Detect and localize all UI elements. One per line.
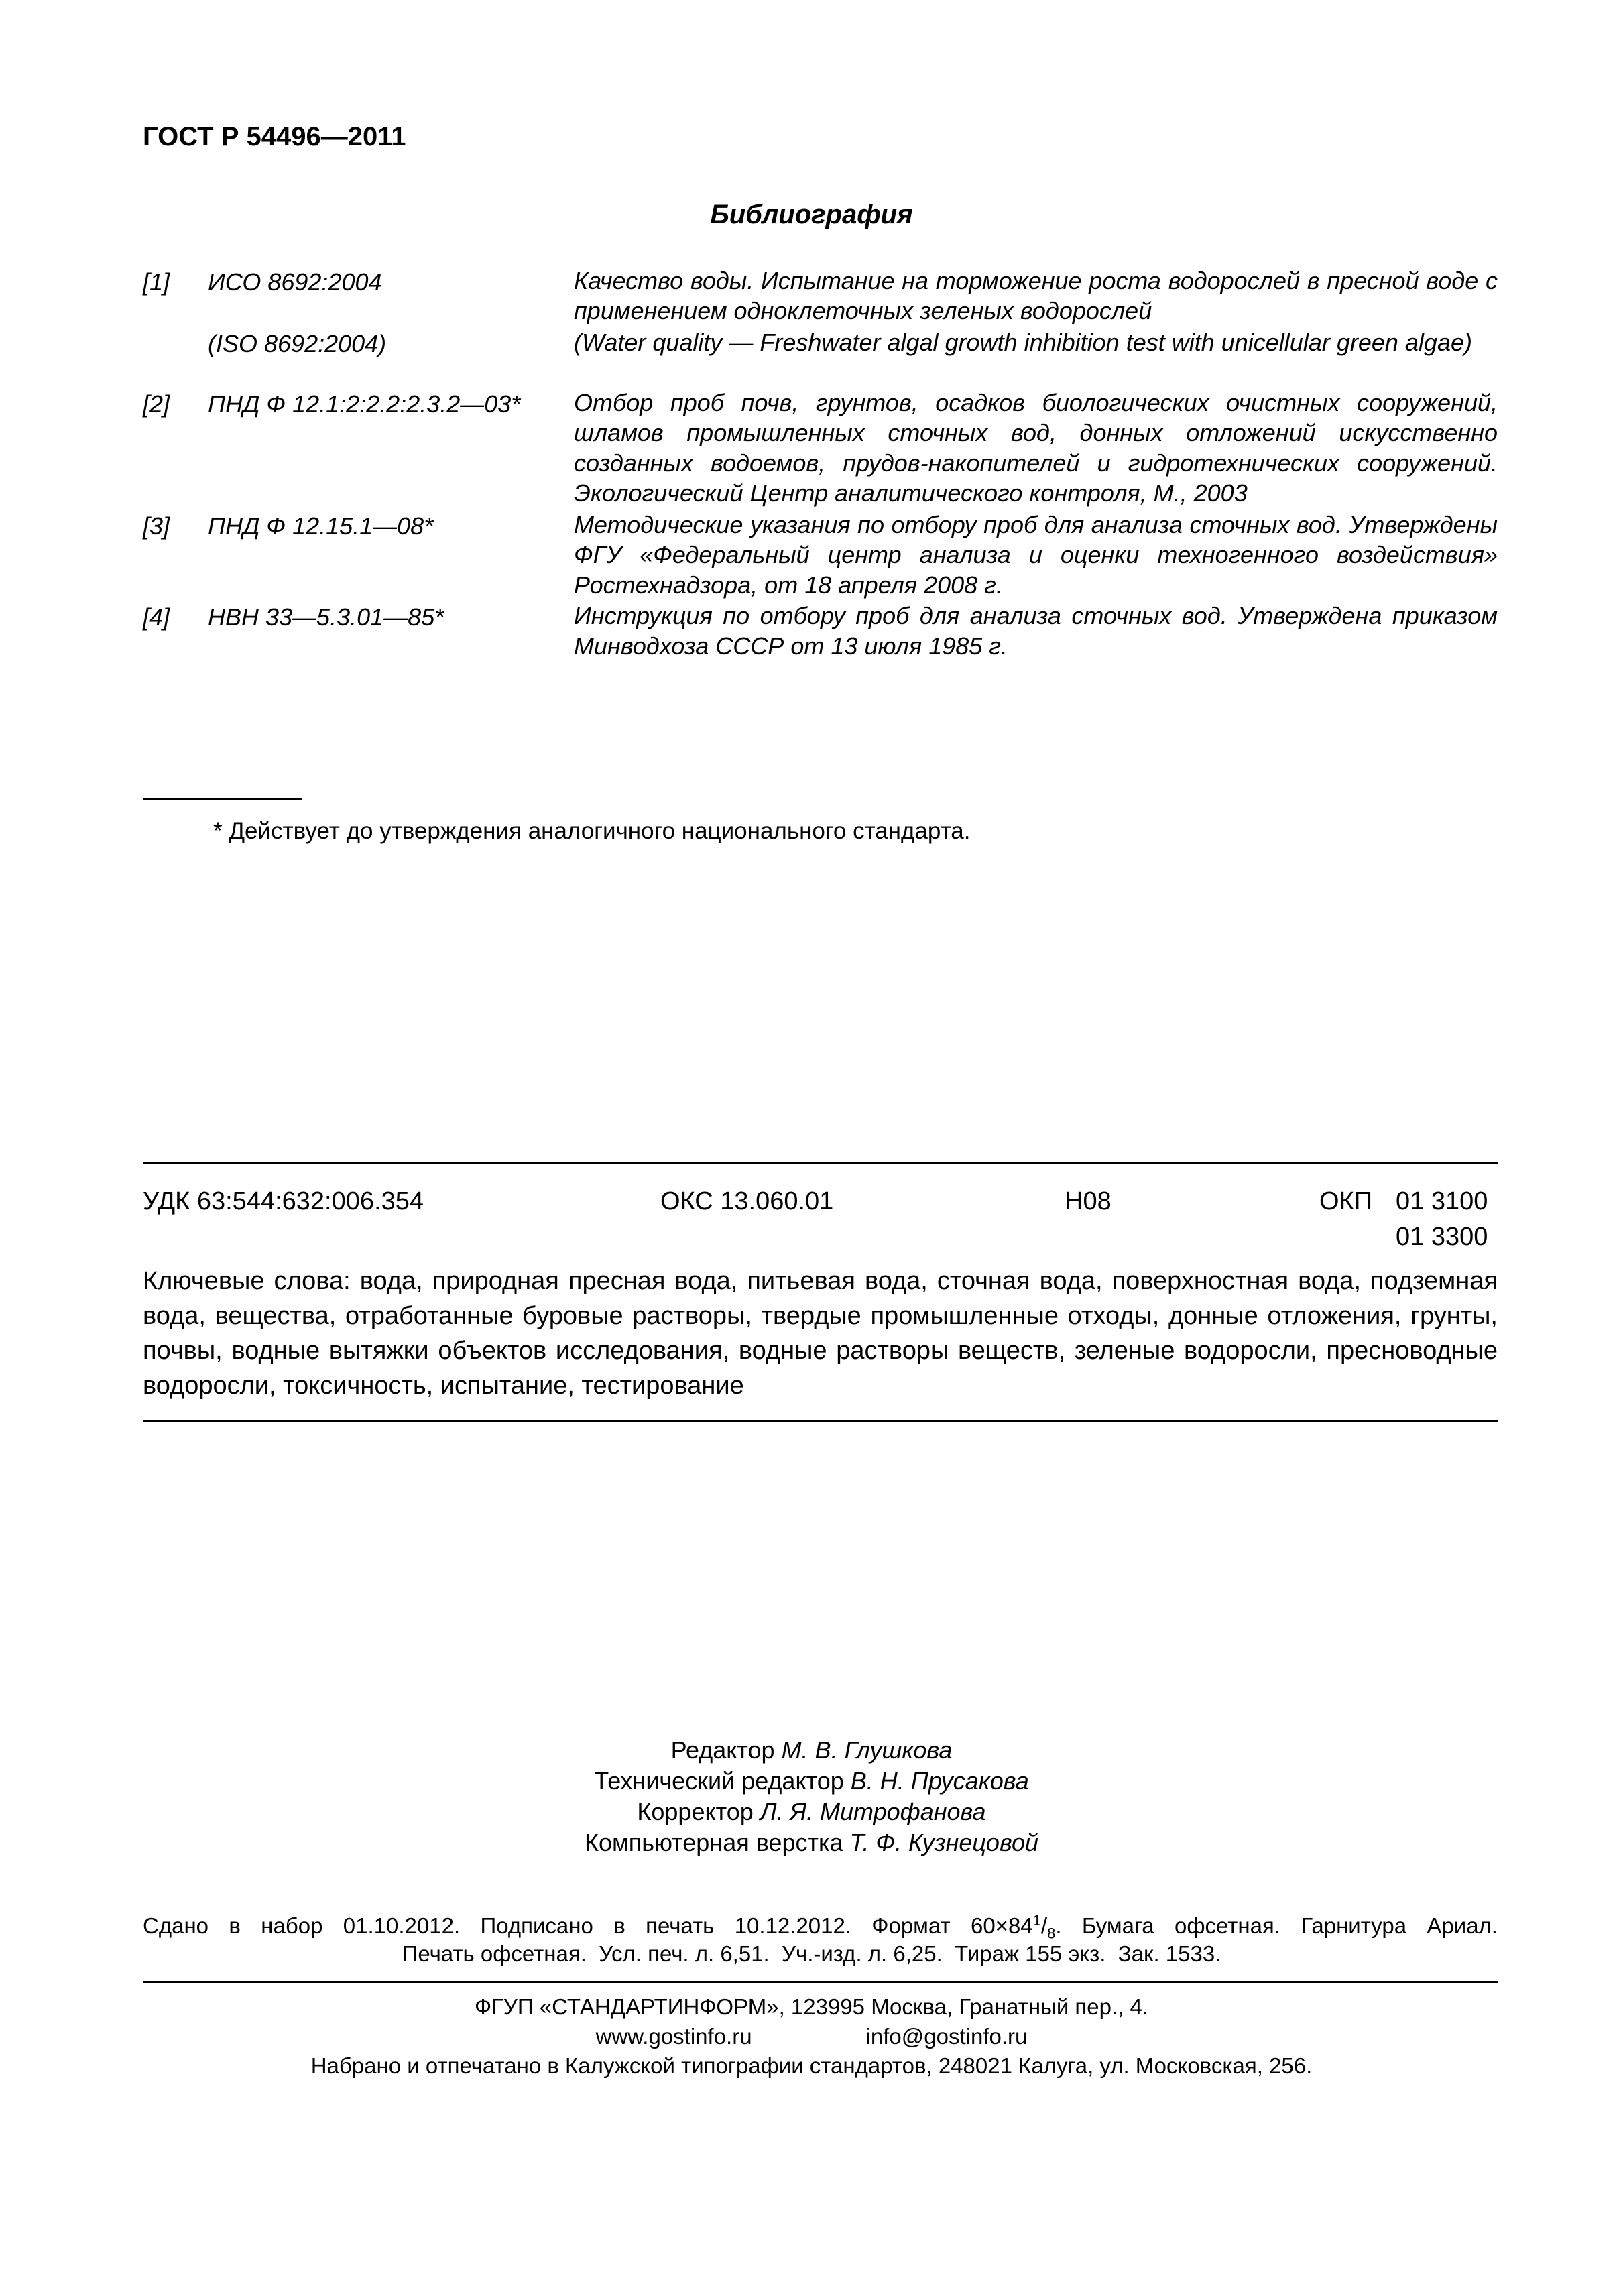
- contacts: [0, 2022, 1623, 2051]
- publisher: ФГУП «СТАНДАРТИНФОРМ», 123995 Москва, Гранатный пер., 4.: [474, 1994, 1149, 2019]
- okp-code-1: 01 3100: [1396, 1187, 1488, 1215]
- ref-code: (ISO 8692:2004): [208, 330, 387, 357]
- group-code: Н08: [1065, 1187, 1111, 1215]
- typeface: Гарнитура Ариал.: [1301, 1913, 1498, 1938]
- divider: [143, 1981, 1498, 1983]
- credit-role: Редактор: [670, 1736, 775, 1764]
- okp-code-2: 01 3300: [1396, 1223, 1488, 1251]
- signed-date: Подписано в печать 10.12.2012.: [480, 1913, 852, 1938]
- ref-code: ПНД Ф 12.1:2:2.2:2.3.2—03*: [208, 390, 521, 418]
- ref-description: (Water quality — Freshwater algal growth inhibition test with unicellular green algae): [574, 328, 1472, 356]
- credit-name: Л. Я. Митрофанова: [760, 1798, 986, 1825]
- publication-line-1: [143, 1912, 1498, 1943]
- website-link[interactable]: www.gostinfo.ru: [595, 2024, 752, 2049]
- credit-name: М. В. Глушкова: [781, 1736, 953, 1764]
- footnote-rule: [143, 798, 302, 800]
- credit-role: Компьютерная верстка: [584, 1829, 843, 1856]
- credit-line: [0, 1797, 1623, 1827]
- divider: [143, 1420, 1498, 1422]
- footnote: * Действует до утверждения аналогичного национального стандарта.: [213, 818, 971, 844]
- credit-line: [0, 1735, 1623, 1766]
- ref-description: Отбор проб почв, грунтов, осадков биологических очистных сооружений, шламов промышленных сточных вод, донных отложений искусственно созданных водоемов, прудов-накопителей и гидротехнических сооружений. Экологический Центр аналитического контроля, М., 2003: [574, 389, 1498, 507]
- credit-name: Т. Ф. Кузнецовой: [849, 1829, 1038, 1856]
- email-link[interactable]: info@gostinfo.ru: [865, 2024, 1028, 2049]
- credit-line: [0, 1827, 1623, 1858]
- credit-name: В. Н. Прусакова: [850, 1767, 1029, 1795]
- ref-description: Инструкция по отбору проб для анализа сточных вод. Утверждена приказом Минводхоза СССР от 13 июля 1985 г.: [574, 602, 1498, 660]
- ref-code: ИСО 8692:2004: [208, 268, 382, 296]
- oks-code: ОКС 13.060.01: [660, 1187, 834, 1215]
- format: Формат $60\times 84^1/_8$.: [871, 1912, 1062, 1942]
- credits: [0, 1735, 1623, 1858]
- credit-line: [0, 1766, 1623, 1797]
- publication-line-2: Печать офсетная. Усл. печ. л. 6,51. Уч.-изд. л. 6,25. Тираж 155 экз. Зак. 1533.: [402, 1941, 1221, 1966]
- credit-role: Корректор: [637, 1798, 754, 1825]
- ref-code: ПНД Ф 12.15.1—08*: [208, 512, 434, 540]
- document-code: ГОСТ Р 54496—2011: [143, 122, 406, 152]
- keywords: Ключевые слова: вода, природная пресная вода, питьевая вода, сточная вода, поверхностная вода, подземная вода, вещества, отработанные буровые растворы, твердые промышленные отходы, донные отложения, грунты, почвы, водные вытяжки объектов исследования, водные растворы веществ, зеленые водоросли, пресноводные водоросли, токсичность, испытание, тестирование: [143, 1267, 1498, 1400]
- ref-number: [1]: [143, 268, 170, 296]
- ref-description: Качество воды. Испытание на торможение роста водорослей в пресной воде с применением одноклеточных зеленых водорослей: [574, 267, 1498, 324]
- ref-number: [4]: [143, 603, 170, 631]
- printer: Набрано и отпечатано в Калужской типографии стандартов, 248021 Калуга, ул. Московская, 256.: [310, 2053, 1313, 2078]
- submitted-date: Сдано в набор 01.10.2012.: [143, 1913, 461, 1938]
- paper-type: Бумага офсетная.: [1081, 1913, 1280, 1938]
- ref-description: Методические указания по отбору проб для анализа сточных вод. Утверждены ФГУ «Федеральный центр анализа и оценки техногенного воздействия» Ростехнадзора, от 18 апреля 2008 г.: [574, 511, 1498, 599]
- okp-label: ОКП: [1319, 1187, 1373, 1215]
- ref-code: НВН 33—5.3.01—85*: [208, 603, 444, 631]
- divider: [143, 1162, 1498, 1164]
- ref-number: [2]: [143, 390, 170, 418]
- credit-role: Технический редактор: [594, 1767, 844, 1795]
- bibliography-title: Библиография: [710, 200, 913, 229]
- imprint: [0, 1992, 1623, 2081]
- ref-number: [3]: [143, 512, 170, 540]
- udk-code: УДК 63:544:632:006.354: [143, 1187, 424, 1215]
